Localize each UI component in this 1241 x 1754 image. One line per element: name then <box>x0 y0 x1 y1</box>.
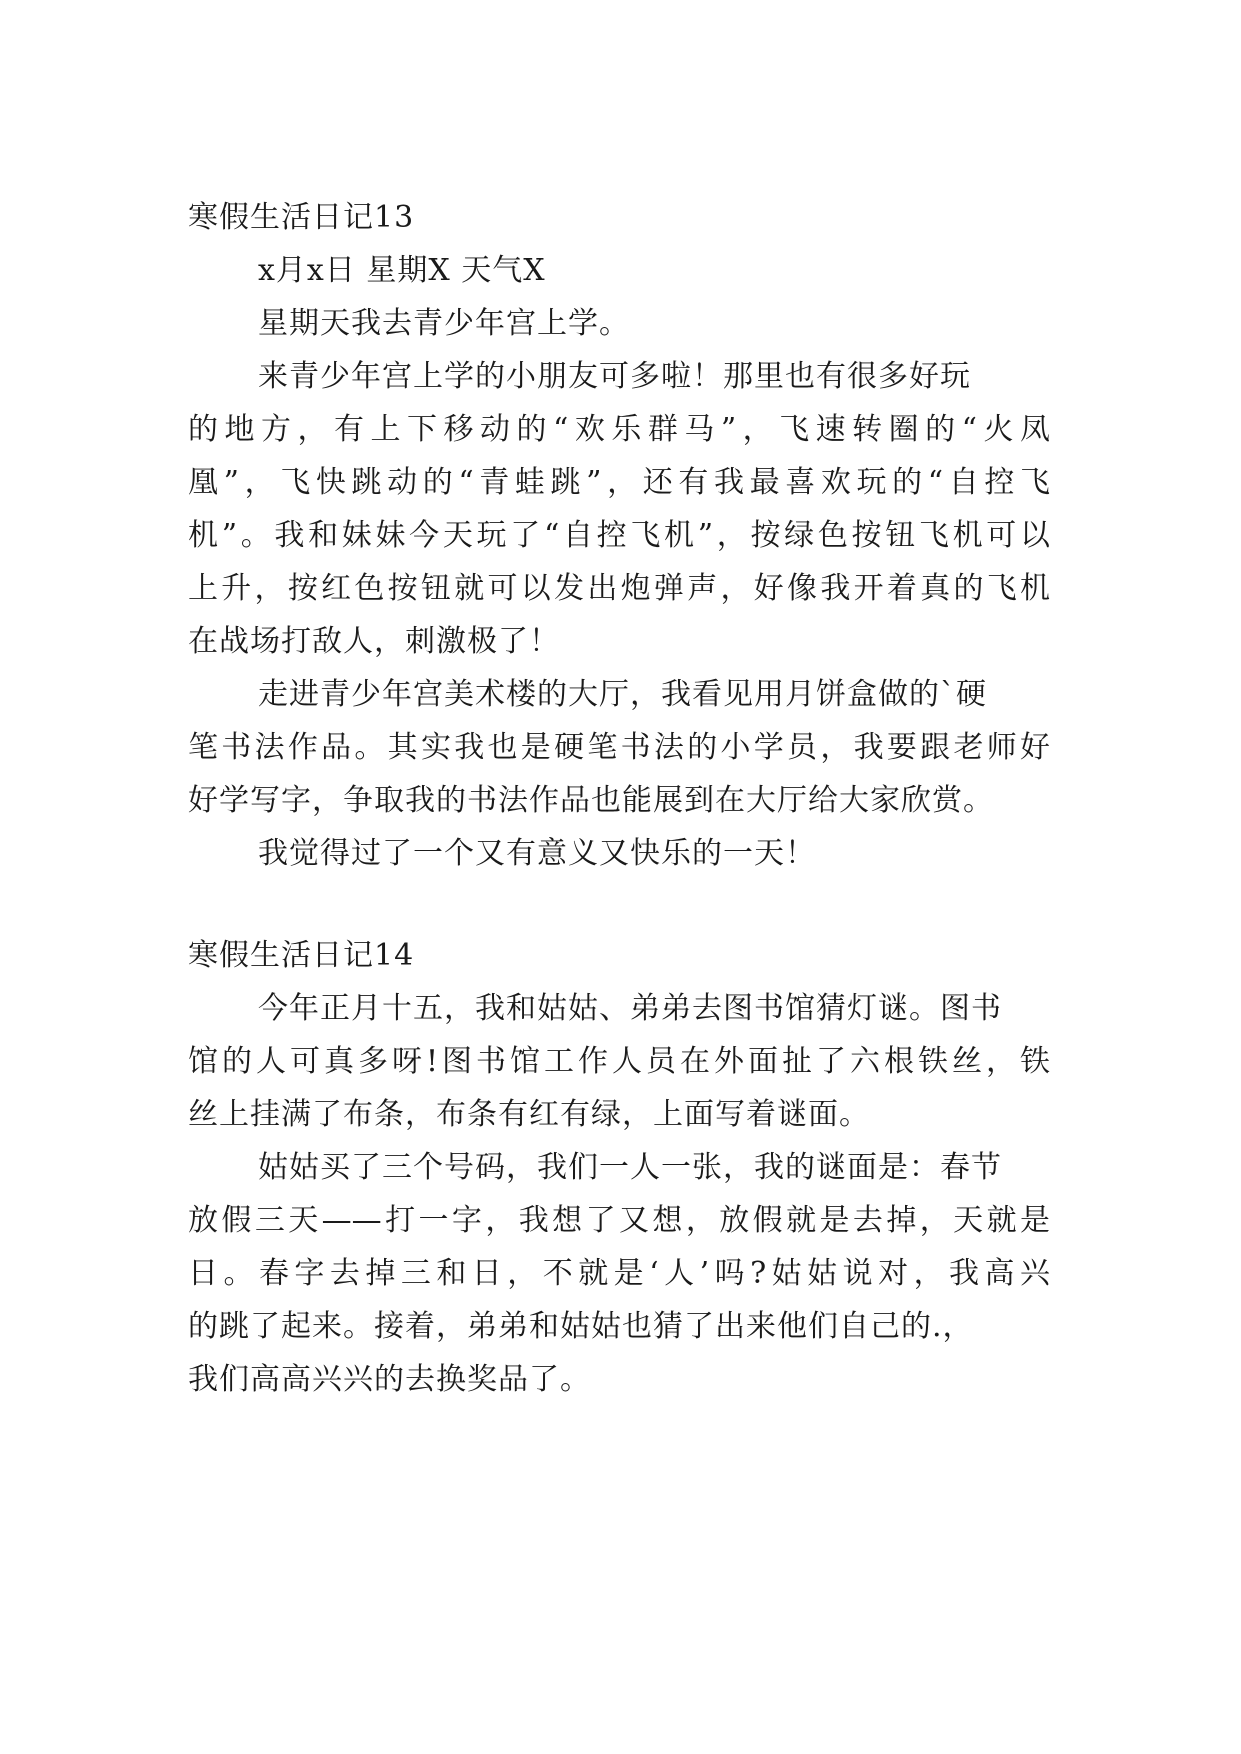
paragraph-line: 笔书法作品。其实我也是硬笔书法的小学员，我要跟老师好 <box>188 730 1050 765</box>
paragraph-line: 放假三天——打一字，我想了又想，放假就是去掉，天就是 <box>188 1203 1050 1238</box>
paragraph-line: 今年正月十五，我和姑姑、弟弟去图书馆猜灯谜。图书 <box>258 991 1002 1026</box>
paragraph-line: 丝上挂满了布条，布条有红有绿，上面写着谜面。 <box>188 1097 870 1132</box>
paragraph-line: 走进青少年宫美术楼的大厅，我看见用月饼盒做的`硬 <box>258 677 987 712</box>
paragraph-line: 凰”，飞快跳动的“青蛙跳”，还有我最喜欢玩的“自控飞 <box>188 465 1050 500</box>
paragraph-line: 机”。我和妹妹今天玩了“自控飞机”，按绿色按钮飞机可以 <box>188 518 1050 553</box>
paragraph-line: 的地方，有上下移动的“欢乐群马”，飞速转圈的“火凤 <box>188 412 1050 447</box>
paragraph-line: 在战场打敌人，刺激极了！ <box>188 624 560 659</box>
paragraph-line: 我们高高兴兴的去换奖品了。 <box>188 1362 591 1397</box>
paragraph-line: 我觉得过了一个又有意义又快乐的一天！ <box>258 836 816 871</box>
paragraph-line: 的跳了起来。接着，弟弟和姑姑也猜了出来他们自己的.， <box>188 1309 974 1344</box>
entry-title: 寒假生活日记13 <box>188 200 415 235</box>
paragraph-line: 馆的人可真多呀!图书馆工作人员在外面扯了六根铁丝，铁 <box>188 1044 1050 1079</box>
paragraph-line: 上升，按红色按钮就可以发出炮弹声，好像我开着真的飞机 <box>188 571 1050 606</box>
paragraph-line: 来青少年宫上学的小朋友可多啦！那里也有很多好玩 <box>258 359 971 394</box>
diary-date-line: x月x日 星期X 天气X <box>258 253 546 288</box>
paragraph-line: 日。春字去掉三和日，不就是‘人’吗?姑姑说对，我高兴 <box>188 1256 1050 1291</box>
paragraph-line: 姑姑买了三个号码，我们一人一张，我的谜面是：春节 <box>258 1150 1002 1185</box>
paragraph-line: 好学写字，争取我的书法作品也能展到在大厅给大家欣赏。 <box>188 783 994 818</box>
paragraph-line: 星期天我去青少年宫上学。 <box>258 306 630 341</box>
entry-title: 寒假生活日记14 <box>188 938 415 973</box>
